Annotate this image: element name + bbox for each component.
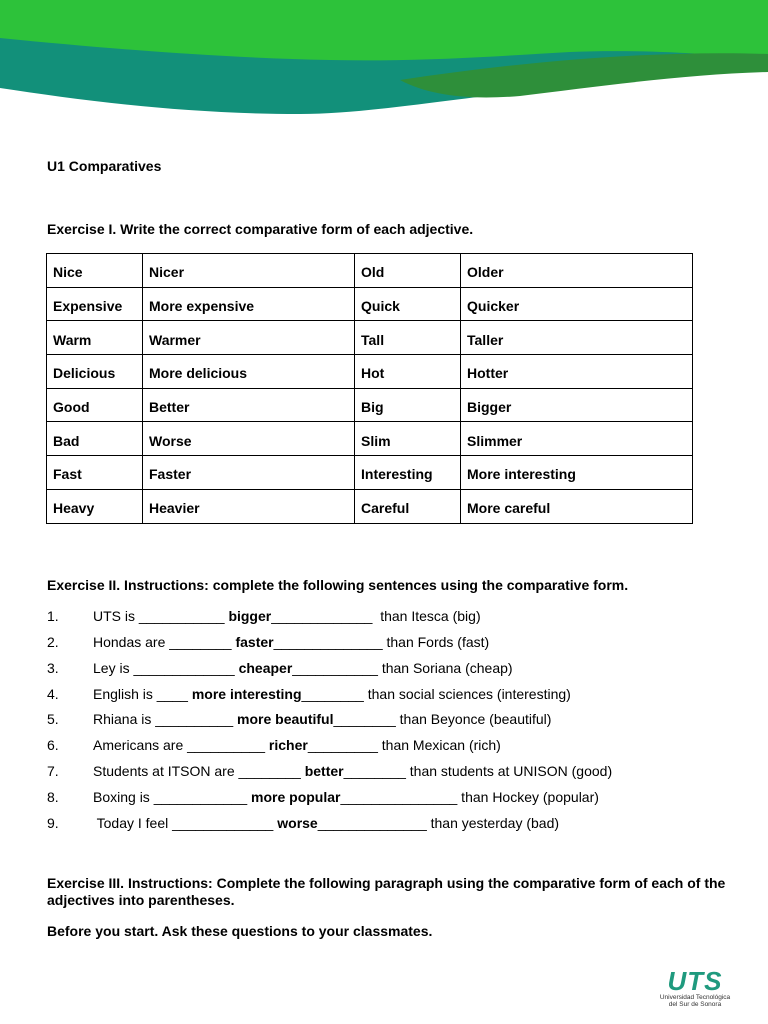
table-cell: Quick: [355, 287, 461, 321]
sentence-suffix: ________ than social sciences (interesting): [301, 686, 571, 702]
page-title: U1 Comparatives: [47, 158, 162, 174]
table-cell: Expensive: [47, 287, 143, 321]
sentence-answer: cheaper: [238, 660, 293, 676]
table-row: [47, 456, 693, 490]
table-cell: More delicious: [143, 355, 355, 389]
exercise1-heading: Exercise I. Write the correct comparative form of each adjective.: [47, 221, 474, 237]
table-cell: Tall: [355, 321, 461, 355]
sentence-suffix: _____________ than Itesca (big): [271, 608, 481, 624]
sentence-item: [47, 737, 501, 753]
table-cell: Good: [47, 388, 143, 422]
sentence-answer: bigger: [228, 608, 272, 624]
sentence-answer: more interesting: [191, 686, 302, 702]
table-cell: Interesting: [355, 456, 461, 490]
table-cell: Taller: [461, 321, 693, 355]
sentence-number: 4.: [47, 686, 59, 702]
table-cell: Older: [461, 254, 693, 288]
table-row: [47, 355, 693, 389]
sentence-number: 2.: [47, 634, 59, 650]
sentence-answer: richer: [268, 737, 308, 753]
sentence-item: [47, 686, 571, 702]
exercise2-heading: Exercise II. Instructions: complete the following sentences using the comparative form.: [47, 577, 629, 593]
table-cell: Slim: [355, 422, 461, 456]
sentence-answer: worse: [277, 815, 318, 831]
sentence-item: [47, 634, 489, 650]
comparatives-table: [46, 253, 693, 524]
sentence-prefix: Ley is _____________: [93, 660, 239, 676]
sentence-prefix: English is ____: [93, 686, 192, 702]
table-cell: Faster: [143, 456, 355, 490]
table-row: [47, 489, 693, 523]
sentence-answer: more popular: [251, 789, 341, 805]
table-cell: Nicer: [143, 254, 355, 288]
table-row: [47, 287, 693, 321]
table-cell: Warmer: [143, 321, 355, 355]
sentence-prefix: Boxing is ____________: [93, 789, 252, 805]
exercise3-before-note: Before you start. Ask these questions to your classmates.: [47, 923, 433, 939]
table-cell: Hotter: [461, 355, 693, 389]
table-cell: More careful: [461, 489, 693, 523]
sentence-answer: faster: [235, 634, 274, 650]
sentence-prefix: UTS is ___________: [93, 608, 229, 624]
sentence-prefix: Rhiana is __________: [93, 711, 238, 727]
table-cell: Heavy: [47, 489, 143, 523]
sentence-item: [47, 608, 481, 624]
logo-mark: UTS: [667, 966, 723, 996]
table-cell: Heavier: [143, 489, 355, 523]
sentence-number: 3.: [47, 660, 59, 676]
logo-line2: del Sur de Sonora: [668, 1001, 722, 1008]
table-cell: Nice: [47, 254, 143, 288]
sentence-item: [47, 763, 612, 779]
sentence-answer: more beautiful: [237, 711, 334, 727]
table-cell: Careful: [355, 489, 461, 523]
sentence-number: 8.: [47, 789, 59, 805]
sentence-number: 1.: [47, 608, 59, 624]
sentence-answer: better: [304, 763, 344, 779]
sentence-number: 9.: [47, 815, 59, 831]
sentence-prefix: Students at ITSON are ________: [93, 763, 305, 779]
logo-line1: Universidad Tecnológica: [659, 994, 731, 1001]
header-banner: [0, 0, 768, 120]
sentence-suffix: ________ than students at UNISON (good): [343, 763, 613, 779]
table-cell: Better: [143, 388, 355, 422]
table-row: [47, 422, 693, 456]
uts-logo: [652, 968, 738, 1008]
table-cell: More interesting: [461, 456, 693, 490]
sentence-suffix: ________ than Beyonce (beautiful): [333, 711, 552, 727]
table-cell: Quicker: [461, 287, 693, 321]
table-cell: Fast: [47, 456, 143, 490]
table-cell: Slimmer: [461, 422, 693, 456]
sentence-suffix: ______________ than yesterday (bad): [317, 815, 560, 831]
table-row: [47, 388, 693, 422]
sentence-number: 5.: [47, 711, 59, 727]
sentence-item: [47, 711, 551, 727]
sentence-suffix: _______________ than Hockey (popular): [340, 789, 599, 805]
sentence-item: [47, 815, 559, 831]
table-cell: More expensive: [143, 287, 355, 321]
sentence-number: 7.: [47, 763, 59, 779]
sentence-suffix: ___________ than Soriana (cheap): [292, 660, 513, 676]
sentence-item: [47, 660, 513, 676]
sentence-suffix: _________ than Mexican (rich): [307, 737, 501, 753]
table-cell: Hot: [355, 355, 461, 389]
sentence-prefix: Hondas are ________: [93, 634, 236, 650]
table-cell: Old: [355, 254, 461, 288]
table-cell: Warm: [47, 321, 143, 355]
sentence-number: 6.: [47, 737, 59, 753]
table-cell: Delicious: [47, 355, 143, 389]
table-cell: Worse: [143, 422, 355, 456]
table-row: [47, 254, 693, 288]
sentence-suffix: ______________ than Fords (fast): [273, 634, 490, 650]
table-cell: Bigger: [461, 388, 693, 422]
sentence-item: [47, 789, 599, 805]
exercise3-heading: Exercise III. Instructions: Complete the following paragraph using the comparative form of each of the adjectives into parentheses.: [47, 875, 726, 908]
table-cell: Big: [355, 388, 461, 422]
sentence-prefix: Today I feel _____________: [93, 815, 278, 831]
sentence-prefix: Americans are __________: [93, 737, 269, 753]
table-row: [47, 321, 693, 355]
table-cell: Bad: [47, 422, 143, 456]
